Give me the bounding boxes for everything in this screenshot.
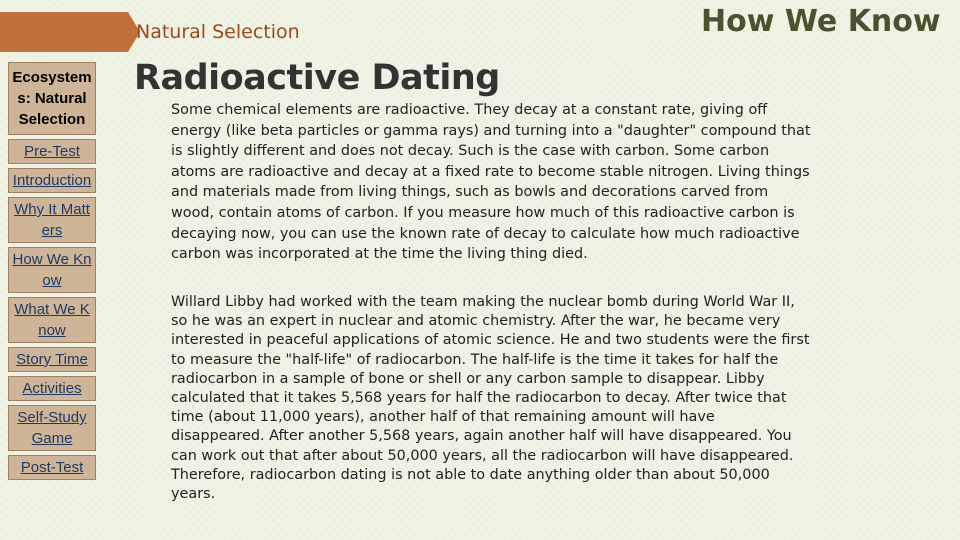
page-heading: How We Know (701, 4, 941, 39)
sidebar-item-post-test[interactable]: Post-Test (8, 455, 96, 480)
sidebar-item-how-we-know[interactable]: How We Know (8, 247, 96, 293)
paragraph-intro: Some chemical elements are radioactive. They decay at a constant rate, giving off energy (like beta particles or gamma rays) and turning into a "daughter" compound that is slightly different and does not decay. Such is the case with carbon. Some carbon atoms are radioactive and decay at a fixed rate to become stable nitrogen. Living things and materials made from living things, such as bowls and decorations carved from wood, contain atoms of carbon. If you measure how much of this radioactive carbon is decaying now, you can use the known rate of decay to calculate how much radioactive carbon was incorporated at the time the living thing died. (171, 102, 811, 263)
sidebar-item-why-it-matters[interactable]: Why It Matters (8, 197, 96, 243)
sidebar-item-self-study-game[interactable]: Self-Study Game (8, 405, 96, 451)
sidebar-item-ecosystems: Ecosystems: Natural Selection (8, 62, 96, 135)
paragraph-libby: Willard Libby had worked with the team making the nuclear bomb during World War II, so he was an expert in nuclear and atomic chemistry. After the war, he became very interested in peaceful applications of atomic science. He and two students were the first to measure the "half-life" of radiocarbon. The half-life is the time it takes for half the radiocarbon in a sample of bone or shell or any carbon sample to disappear. Libby calculated that it takes 5,568 years for half the radiocarbon to decay. After twice that time (about 11,000 years), another half of that remaining amount will have disappeared. After another 5,568 years, again another half will have disappeared. You can work out that after about 50,000 years, all the radiocarbon will have disappeared. Therefore, radiocarbon dating is not able to date anything older than about 50,000 years. (171, 294, 810, 503)
sidebar-item-activities[interactable]: Activities (8, 376, 96, 401)
sidebar-item-pre-test[interactable]: Pre-Test (8, 139, 96, 164)
sidebar-item-what-we-know[interactable]: What We Know (8, 297, 96, 343)
section-label: Natural Selection (136, 21, 300, 43)
slide-title: Radioactive Dating (134, 58, 500, 98)
sidebar-item-introduction[interactable]: Introduction (8, 168, 96, 193)
section-banner (0, 12, 128, 52)
sidebar-nav (8, 62, 96, 480)
sidebar-item-story-time[interactable]: Story Time (8, 347, 96, 372)
